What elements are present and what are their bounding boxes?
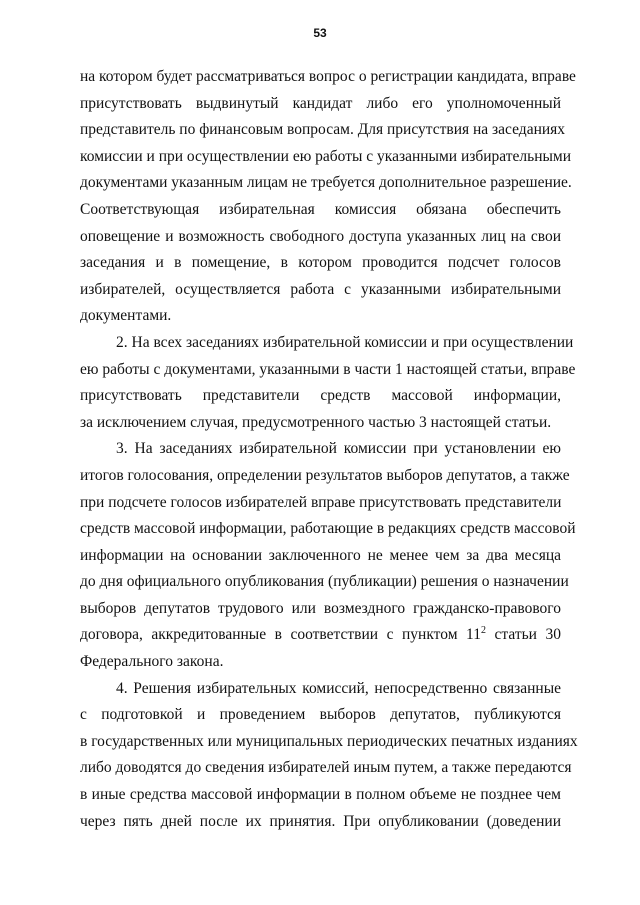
text-line-content: избирателей, осуществляется работа с указанными избирательными [80, 280, 561, 298]
text-line [80, 755, 572, 782]
text-line [80, 782, 561, 809]
text-line [80, 357, 576, 384]
text-line [80, 543, 561, 570]
text-line [80, 197, 561, 224]
text-line-content: за исключением случая, предусмотренного частью 3 настоящей статьи. [80, 413, 552, 431]
text-line [80, 516, 576, 543]
text-line [80, 330, 574, 357]
text-line-content: через пять дней после их принятия. При опубликовании (доведении [80, 812, 561, 830]
text-line-content: договора, аккредитованные в соответствии с пунктом 11 [80, 626, 481, 644]
text-line-content: 3. На заседаниях избирательной комиссии при установлении ею [116, 440, 561, 458]
text-line [80, 303, 561, 330]
text-line [80, 410, 561, 437]
text-line [80, 117, 566, 144]
text-line [80, 622, 561, 649]
text-line [80, 676, 561, 703]
text-line-content: итогов голосования, определении результатов выборов депутатов, а также [80, 466, 570, 484]
text-line [80, 649, 561, 676]
text-line-content: присутствовать представители средств массовой информации, [80, 387, 561, 405]
text-line-content: при подсчете голосов избирателей вправе присутствовать представители [80, 493, 562, 511]
text-line-content: выборов депутатов трудового или возмездного гражданско-правового [80, 599, 561, 617]
text-line [80, 170, 572, 197]
text-line-content: заседания и в помещение, в котором проводится подсчет голосов [80, 254, 561, 272]
text-line-content: в иные средства массовой информации в полном объеме не позднее чем [80, 786, 561, 804]
text-line [80, 809, 561, 836]
text-line-content: документами указанным лицам не требуется дополнительное разрешение. [80, 174, 572, 192]
text-line [80, 224, 561, 251]
text-line [80, 729, 578, 756]
text-line [80, 463, 570, 490]
text-line [80, 436, 561, 463]
text-line-content: 2. На всех заседаниях избирательной комиссии и при осуществлении [116, 333, 574, 351]
text-line-content: Соответствующая избирательная комиссия обязана обеспечить [80, 200, 561, 218]
text-line [80, 64, 576, 91]
text-line-content: на котором будет рассматриваться вопрос о регистрации кандидата, вправе [80, 68, 576, 85]
text-line-content: в государственных или муниципальных периодических печатных изданиях [80, 732, 578, 750]
text-line-content: комиссии и при осуществлении ею работы с указанными избирательными [80, 147, 572, 165]
text-line-content: до дня официального опубликования (публикации) решения о назначении [80, 573, 569, 591]
text-line-content: средств массовой информации, работающие в редакциях средств массовой [80, 520, 576, 538]
text-line-content: присутствовать выдвинутый кандидат либо его уполномоченный [80, 94, 561, 112]
text-line-content: с подготовкой и проведением выборов депутатов, публикуются [80, 706, 561, 724]
text-line-content: представитель по финансовым вопросам. Для присутствия на заседаниях [80, 121, 566, 139]
text-line-content: ею работы с документами, указанными в части 1 настоящей статьи, вправе [80, 360, 576, 378]
text-line [80, 250, 561, 277]
document-body [80, 64, 578, 835]
text-line [80, 596, 561, 623]
text-line [80, 569, 569, 596]
text-line [80, 91, 561, 118]
text-line [80, 383, 561, 410]
text-line [80, 702, 561, 729]
text-line-content: либо доводятся до сведения избирателей иным путем, а также передаются [80, 759, 572, 777]
text-line-content: оповещение и возможность свободного доступа указанных лиц на свои [80, 227, 561, 245]
text-line [80, 144, 572, 171]
text-line-content: информации на основании заключенного не менее чем за два месяца [80, 546, 561, 564]
text-line-content: документами. [80, 307, 172, 325]
page-number: 53 [313, 26, 327, 40]
text-line-content: 4. Решения избирательных комиссий, непосредственно связанные [116, 679, 561, 697]
superscript: 2 [480, 625, 486, 637]
text-line-content: Федерального закона. [80, 653, 224, 671]
text-line [80, 490, 561, 517]
text-line [80, 277, 561, 304]
text-line-tail: статьи 30 [485, 626, 561, 644]
